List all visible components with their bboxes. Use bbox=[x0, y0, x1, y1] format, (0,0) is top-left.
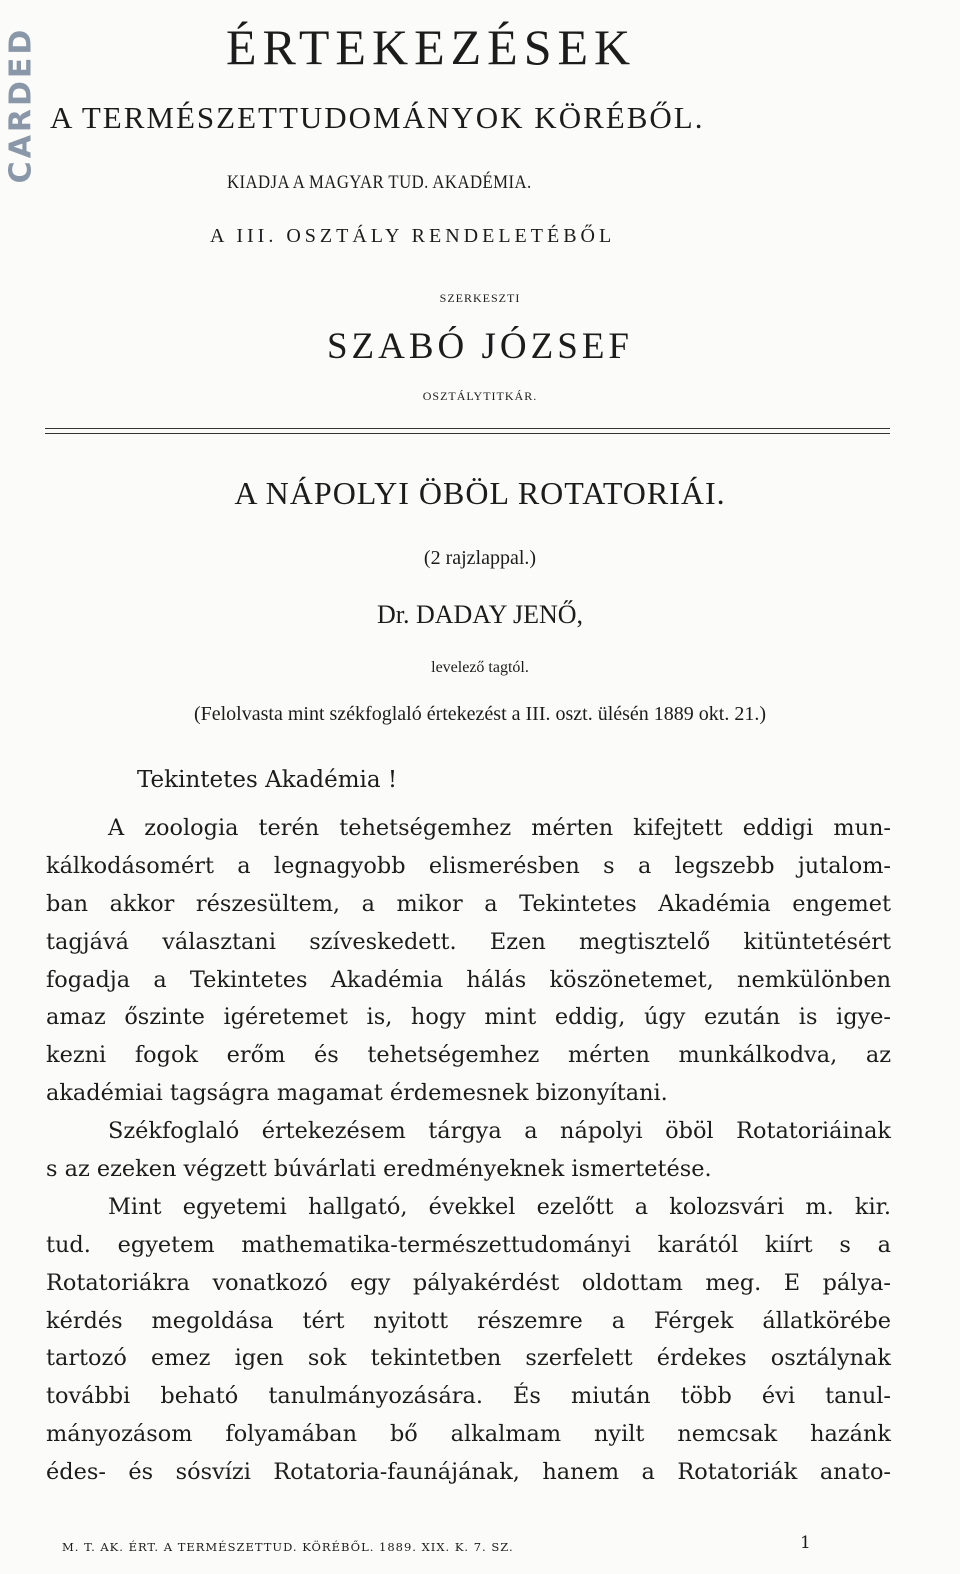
body-line: kálkodásomért a legnagyobb elismerésben s a legszebb jutalom- bbox=[46, 852, 891, 879]
body-line: mányozásom folyamában bő alkalmam nyilt nemcsak hazánk bbox=[46, 1421, 891, 1448]
body-line: Mint egyetemi hallgató, évekkel ezelőtt a kolozsvári m. kir. bbox=[108, 1193, 891, 1220]
body-line: Rotatoriákra vonatkozó egy pályakérdést oldottam meg. E pálya- bbox=[46, 1269, 891, 1296]
plates-note: (2 rajzlappal.) bbox=[423, 547, 537, 569]
stamp-text: CARDED bbox=[4, 26, 38, 184]
order-line: A III. OSZTÁLY RENDELETÉBŐL bbox=[210, 225, 616, 247]
body-line: tud. egyetem mathematika-természettudományi karától kiírt s a bbox=[46, 1231, 891, 1258]
article-title: A NÁPOLYI ÖBÖL ROTATORIÁI. bbox=[234, 475, 726, 511]
author-name: Dr. DADAY JENŐ, bbox=[376, 600, 584, 629]
page-number: 1 bbox=[800, 1533, 811, 1553]
body-line: kezni fogok erőm és tehetségemhez mérten munkálkodva, az bbox=[46, 1042, 891, 1069]
body-line: s az ezeken végzett búvárlati eredményeknek ismertetése. bbox=[46, 1156, 712, 1183]
body-line: további beható tanulmányozására. És miután több évi tanul- bbox=[46, 1383, 891, 1410]
header-rule-top bbox=[45, 428, 890, 429]
body-line: Székfoglaló értekezésem tárgya a nápolyi öböl Rotatoriáinak bbox=[108, 1118, 891, 1145]
read-note: (Felolvasta mint székfoglaló értekezést a III. oszt. ülésén 1889 okt. 21.) bbox=[193, 703, 767, 725]
editor-label: SZERKESZTI bbox=[439, 291, 521, 305]
body-line: amaz őszinte igéretemet is, hogy mint eddig, úgy ezután is igye- bbox=[46, 1004, 891, 1031]
body-line: ban akkor részesültem, a mikor a Tekintetes Akadémia engemet bbox=[46, 890, 891, 917]
body-text bbox=[46, 810, 891, 1492]
author-title: levelező tagtól. bbox=[431, 659, 529, 676]
publisher-line: KIADJA A MAGYAR TUD. AKADÉMIA. bbox=[227, 172, 532, 193]
series-subtitle: A TERMÉSZETTUDOMÁNYOK KÖRÉBŐL. bbox=[50, 100, 705, 135]
footer-citation: M. T. AK. ÉRT. A TERMÉSZETTUD. KÖRÉBŐL. 1889. XIX. K. 7. SZ. bbox=[62, 1540, 514, 1554]
library-stamp bbox=[4, 0, 38, 210]
editor-role: OSZTÁLYTITKÁR. bbox=[422, 389, 538, 403]
body-line: akadémiai tagságra magamat érdemesnek bizonyítani. bbox=[46, 1080, 668, 1107]
body-line: A zoologia terén tehetségemhez mérten kifejtett eddigi mun- bbox=[108, 815, 891, 841]
body-line: tagjává választani szíveskedett. Ezen megtisztelő kitüntetésért bbox=[46, 928, 891, 955]
body-line: édes- és sósvízi Rotatoria-faunájának, hanem a Rotatoriák anato- bbox=[46, 1459, 891, 1486]
body-line: fogadja a Tekintetes Akadémia hálás köszönetemet, nemkülönben bbox=[46, 966, 891, 993]
body-line: kérdés megoldása tért nyitott részemre a Férgek állatkörébe bbox=[46, 1307, 891, 1334]
series-title: ÉRTEKEZÉSEK bbox=[226, 19, 637, 75]
body-line: tartozó emez igen sok tekintetben szerfelett érdekes osztálynak bbox=[46, 1345, 891, 1372]
editor-name: SZABÓ JÓZSEF bbox=[326, 326, 634, 367]
header-rule-bottom bbox=[45, 433, 890, 434]
salutation: Tekintetes Akadémia ! bbox=[137, 767, 398, 793]
